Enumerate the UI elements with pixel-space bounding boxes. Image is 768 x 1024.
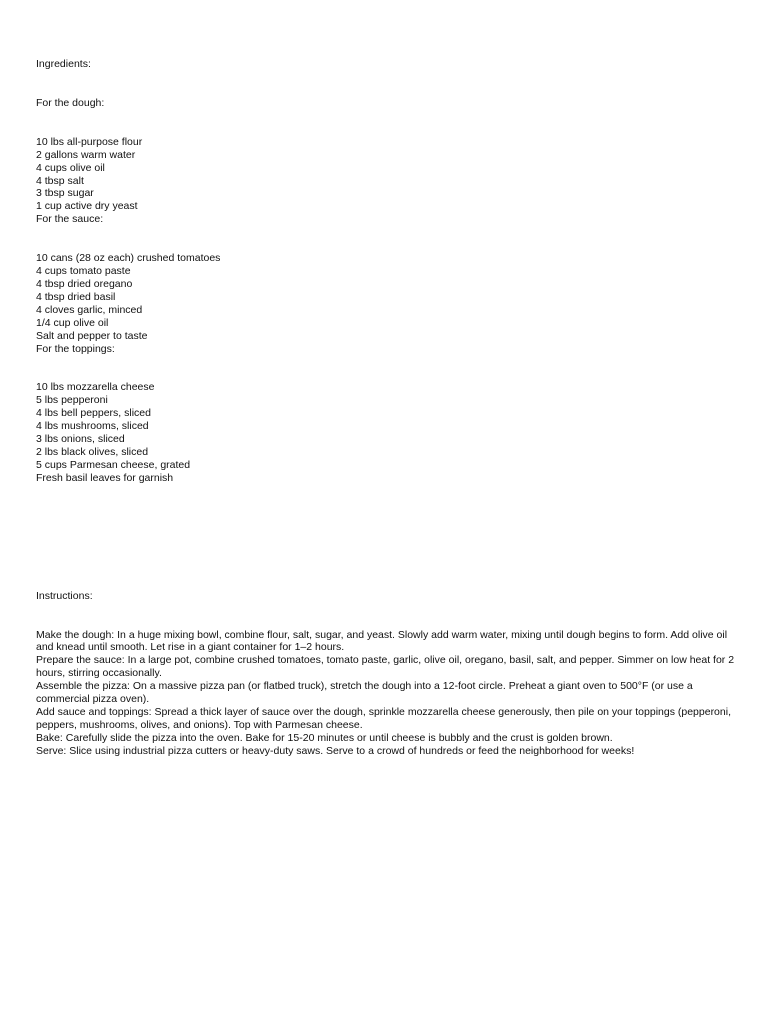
list-item: 2 gallons warm water — [36, 148, 136, 161]
spacer — [36, 71, 736, 97]
list-item: 4 tbsp dried basil — [36, 290, 116, 303]
list-item: 4 cups tomato paste — [36, 265, 131, 278]
list-item: Salt and pepper to taste — [36, 329, 148, 342]
sauce-heading: For the sauce: — [36, 213, 104, 226]
spacer — [36, 110, 736, 136]
list-item: 1 cup active dry yeast — [36, 200, 138, 213]
instruction-step: Bake: Carefully slide the pizza into the oven. Bake for 15-20 minutes or until cheese is bubbly and the crust is golden brown. — [36, 731, 613, 744]
spacer — [36, 603, 736, 629]
toppings-list — [36, 381, 736, 484]
sauce-list — [36, 252, 736, 342]
list-item: 4 lbs mushrooms, sliced — [36, 420, 149, 433]
list-item: 10 lbs all-purpose flour — [36, 135, 143, 148]
instruction-step: Assemble the pizza: On a massive pizza pan (or flatbed truck), stretch the dough into a 12-foot circle. Preheat a giant oven to 500°F (or use a commercial pizza oven). — [36, 680, 693, 706]
instructions-list — [36, 629, 736, 758]
list-item: 3 lbs onions, sliced — [36, 433, 125, 446]
list-item: 4 tbsp salt — [36, 174, 84, 187]
list-item: 10 cans (28 oz each) crushed tomatoes — [36, 252, 221, 265]
spacer — [36, 355, 736, 381]
spacer — [36, 485, 736, 590]
dough-heading: For the dough: — [36, 96, 105, 109]
instructions-heading: Instructions: — [36, 589, 93, 602]
list-item: 2 lbs black olives, sliced — [36, 445, 149, 458]
list-item: 4 tbsp dried oregano — [36, 277, 133, 290]
list-item: 10 lbs mozzarella cheese — [36, 381, 155, 394]
list-item: 1/4 cup olive oil — [36, 316, 109, 329]
list-item: 4 lbs bell peppers, sliced — [36, 407, 151, 420]
instruction-step: Prepare the sauce: In a large pot, combine crushed tomatoes, tomato paste, garlic, olive oil, oregano, basil, salt, and pepper. Simmer on low heat for 2 hours, stirring occasionally. — [36, 654, 735, 680]
instruction-step: Add sauce and toppings: Spread a thick layer of sauce over the dough, sprinkle mozzarella cheese generously, then pile on your toppings (pepperoni, peppers, mushrooms, olives, and onions). Top with Parmesan cheese. — [36, 706, 731, 731]
list-item: 5 lbs pepperoni — [36, 394, 108, 407]
recipe-document — [36, 58, 736, 758]
instruction-step: Make the dough: In a huge mixing bowl, combine flour, salt, sugar, and yeast. Slowly add warm water, mixing until dough begins to form. Add olive oil and knead until smooth. Let rise in a giant container for 1–2 hours. — [36, 628, 728, 654]
list-item: 4 cloves garlic, minced — [36, 303, 143, 316]
dough-list — [36, 136, 736, 213]
ingredients-heading: Ingredients: — [36, 58, 91, 70]
spacer — [36, 226, 736, 252]
list-item: 5 cups Parmesan cheese, grated — [36, 458, 191, 471]
list-item: 4 cups olive oil — [36, 161, 105, 174]
instruction-step: Serve: Slice using industrial pizza cutters or heavy-duty saws. Serve to a crowd of hundreds or feed the neighborhood for weeks! — [36, 744, 635, 757]
list-item: Fresh basil leaves for garnish — [36, 471, 174, 484]
toppings-heading: For the toppings: — [36, 342, 115, 355]
list-item: 3 tbsp sugar — [36, 187, 94, 200]
